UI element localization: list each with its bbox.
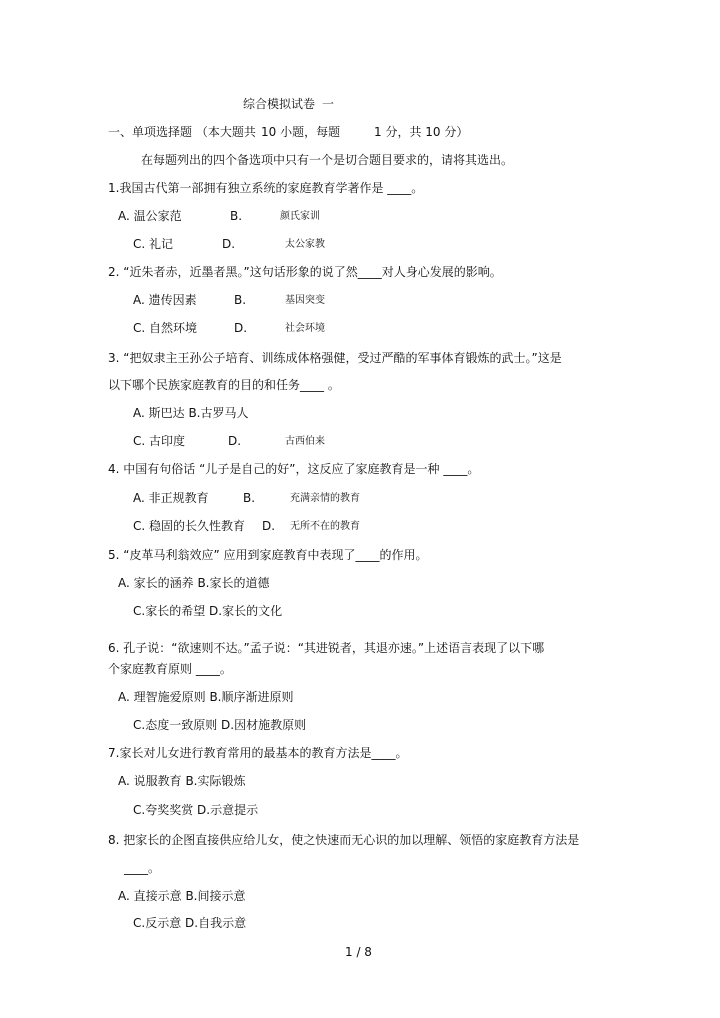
section-score: 1 分，共 10 分） [374, 125, 469, 139]
option-letter: D. [222, 237, 236, 251]
option-text: 颜氏家训 [280, 211, 320, 222]
option-text: A. 遗传因素 [133, 293, 197, 307]
option-text: C.态度一致原则 D.因材施教原则 [133, 718, 307, 732]
option-text: 社会环境 [285, 323, 325, 334]
option-text: 充满亲情的教育 [290, 493, 360, 504]
question-stem-continued: 个家庭教育原则 ____。 [108, 662, 232, 676]
option-letter: D. [262, 519, 276, 533]
option-text: A. 斯巴达 B.古罗马人 [133, 406, 249, 420]
option-text: C. 稳固的长久性教育 [133, 519, 246, 533]
question-stem-continued: 以下哪个民族家庭教育的目的和任务____ 。 [108, 378, 340, 392]
option-text: 基因突变 [285, 295, 325, 306]
option-text: C. 古印度 [133, 434, 186, 448]
question-stem: 5. “皮革马利翁效应” 应用到家庭教育中表现了____的作用。 [108, 548, 428, 562]
option-text: A. 非正规教育 [133, 491, 209, 505]
option-text: A. 温公家范 [118, 209, 182, 223]
option-letter: D. [234, 321, 248, 335]
option-text: 无所不在的教育 [290, 521, 360, 532]
section-heading: 一、单项选择题 （本大题共 [108, 125, 256, 139]
question-stem: 7.家长对儿女进行教育常用的最基本的教育方法是____。 [108, 746, 408, 760]
option-text: C.反示意 D.自我示意 [133, 916, 247, 930]
option-letter: D. [228, 434, 242, 448]
option-text: C.夸奖奖赏 D.示意提示 [133, 803, 259, 817]
question-stem: 6. 孔子说：“欲速则不达。”孟子说：“其进锐者，其退亦速。”上述语言表现了以下哪 [108, 641, 545, 655]
option-text: A. 直接示意 B.间接示意 [118, 889, 246, 903]
option-text: A. 理智施爱原则 B.顺序渐进原则 [118, 690, 294, 704]
option-letter: B. [243, 491, 256, 505]
instruction: 在每题列出的四个备选项中只有一个是切合题目要求的，请将其选出。 [141, 153, 514, 167]
section-count: 10 小题，每题 [261, 125, 341, 139]
question-stem: 4. 中国有句俗话 “儿子是自己的好”，这反应了家庭教育是一种 ____。 [108, 462, 480, 476]
question-stem-continued: ____。 [124, 861, 161, 875]
question-stem: 1.我国古代第一部拥有独立系统的家庭教育学著作是 ____。 [108, 181, 424, 195]
option-text: C. 自然环境 [133, 321, 198, 335]
question-stem: 2. “近朱者赤，近墨者黑。”这句话形象的说了然____对人身心发展的影响。 [108, 265, 502, 279]
option-text: A. 家长的涵养 B.家长的道德 [118, 576, 270, 590]
option-text: A. 说服教育 B.实际锻炼 [118, 774, 246, 788]
question-stem: 3. “把奴隶主王孙公子培育、训练成体格强健，受过严酷的军事体育锻炼的武士。”这是 [108, 351, 562, 365]
option-letter: B. [230, 209, 243, 223]
option-text: C.家长的希望 D.家长的文化 [133, 604, 283, 618]
page-number: 1 / 8 [345, 945, 372, 959]
option-letter: B. [234, 293, 247, 307]
page-title-number: 一 [322, 97, 335, 111]
option-text: 太公家教 [285, 239, 325, 250]
question-stem: 8. 把家长的企图直接供应给儿女，使之快速而无心识的加以理解、领悟的家庭教育方法是 [108, 833, 580, 847]
option-text: 古西伯来 [285, 436, 325, 447]
page-title: 综合模拟试卷 [243, 97, 316, 111]
option-text: C. 礼记 [133, 237, 174, 251]
